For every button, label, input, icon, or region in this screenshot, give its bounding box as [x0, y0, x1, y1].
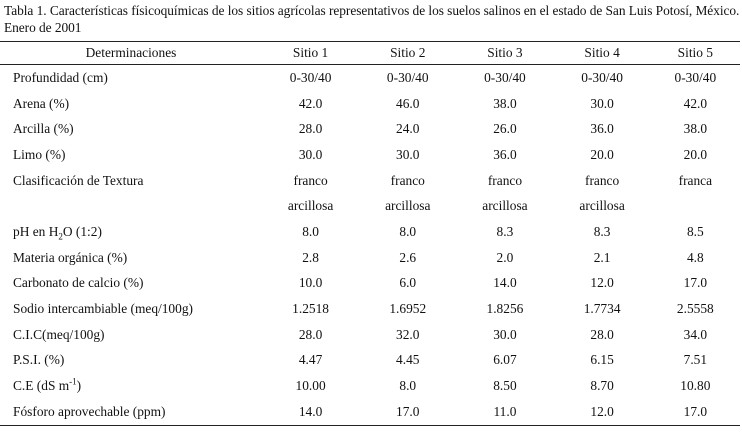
row-label: Materia orgánica (%)	[13, 249, 128, 265]
table-row	[0, 373, 740, 399]
row-label: C.I.C(meq/100g)	[13, 326, 105, 342]
table-row	[0, 193, 740, 219]
header-determinaciones: Determinaciones	[0, 42, 262, 65]
table-cell: 0-30/40	[581, 69, 623, 85]
table-cell: 46.0	[396, 95, 420, 111]
table-cell: 17.0	[359, 399, 456, 425]
row-label-subscript: 2	[58, 231, 63, 242]
table-cell: 2.6	[399, 249, 417, 265]
table-cell: arcillosa	[287, 198, 334, 214]
table-cell: 20.0	[590, 146, 614, 162]
header-sitio-3: Sitio 3	[456, 42, 553, 65]
row-label	[0, 373, 262, 399]
table-cell: 24.0	[396, 121, 420, 137]
table-cell: 38.0	[493, 95, 517, 111]
table-row	[0, 399, 740, 425]
table-row	[0, 91, 740, 117]
table-row	[0, 245, 740, 271]
table-cell: 28.0	[298, 326, 323, 342]
soil-properties-table	[0, 41, 740, 426]
table-cell: 0-30/40	[484, 69, 526, 85]
table-row	[0, 296, 740, 322]
row-label: P.S.I. (%)	[13, 352, 65, 368]
row-label-superscript: -1	[69, 376, 77, 387]
header-sitio-2: Sitio 2	[359, 42, 456, 65]
table-cell: 1.6952	[389, 301, 427, 317]
table-cell: 8.70	[590, 378, 614, 394]
table-cell: arcillosa	[385, 198, 431, 214]
row-label-text: C.E (dS m	[13, 378, 70, 394]
table-cell: 20.0	[683, 146, 708, 162]
table-row	[0, 142, 740, 168]
table-cell: 12.0	[554, 399, 651, 425]
table-cell: 2.8	[302, 249, 319, 265]
header-sitio-5: Sitio 5	[651, 42, 740, 65]
table-cell: 1.2518	[292, 301, 329, 317]
table-cell: 8.0	[302, 223, 319, 239]
table-cell: 0-30/40	[674, 69, 717, 85]
table-cell: 36.0	[493, 146, 517, 162]
row-label: Arena (%)	[13, 95, 70, 111]
row-label: Carbonato de calcio (%)	[13, 275, 144, 291]
table-cell: 36.0	[590, 121, 614, 137]
table-header-row	[0, 42, 740, 65]
table-cell: 17.0	[651, 399, 740, 425]
table-cell: 17.0	[683, 275, 708, 291]
table-caption: Tabla 1. Características físicoquímicas de los sitios agrícolas representativos de los suelos salinos en el estado de San Luis Potosí, México. Enero de 2001	[4, 3, 740, 35]
table-cell: 34.0	[683, 326, 708, 342]
table-cell: franco	[585, 172, 620, 188]
table-cell: 8.0	[399, 223, 417, 239]
header-sitio-1: Sitio 1	[262, 42, 359, 65]
header-sitio-4: Sitio 4	[554, 42, 651, 65]
table-cell: 30.0	[493, 326, 517, 342]
table-cell: arcillosa	[482, 198, 528, 214]
row-label	[0, 219, 262, 245]
table-cell: 1.8256	[486, 301, 524, 317]
table-cell: 7.51	[683, 352, 708, 368]
table-cell: 6.07	[493, 352, 517, 368]
table-cell: 30.0	[396, 146, 420, 162]
table-row	[0, 219, 740, 245]
table-row	[0, 168, 740, 194]
row-label: Sodio intercambiable (meq/100g)	[13, 301, 193, 317]
table-row	[0, 116, 740, 142]
row-label-text: O (1:2)	[62, 223, 102, 239]
table-cell: 14.0	[262, 399, 359, 425]
table-cell: franco	[293, 172, 328, 188]
table-cell: 28.0	[298, 121, 323, 137]
table-cell: 12.0	[590, 275, 614, 291]
table-cell: 42.0	[683, 95, 708, 111]
table-cell: 0-30/40	[386, 69, 429, 85]
table-cell: 1.7734	[583, 301, 621, 317]
row-label: Clasificación de Textura	[13, 172, 144, 188]
row-label: Limo (%)	[13, 146, 66, 162]
table-cell: 0-30/40	[289, 69, 332, 85]
row-label: Fósforo aprovechable (ppm)	[0, 399, 262, 425]
table-row	[0, 348, 740, 374]
row-label: Arcilla (%)	[13, 121, 74, 137]
table-cell: 4.8	[686, 249, 704, 265]
table-cell: 30.0	[590, 95, 614, 111]
table-row	[0, 65, 740, 91]
table-cell: 4.47	[298, 352, 323, 368]
table-cell: 26.0	[493, 121, 517, 137]
table-cell: franca	[678, 172, 713, 188]
table-cell: 11.0	[456, 399, 553, 425]
table-row	[0, 271, 740, 297]
table-cell: 10.80	[680, 378, 711, 394]
table-cell: 2.5558	[676, 301, 714, 317]
table-cell: 8.0	[399, 378, 417, 394]
row-label-text: )	[76, 378, 82, 394]
table-cell: 2.1	[593, 249, 611, 265]
table-row	[0, 322, 740, 348]
table-cell: 38.0	[683, 121, 708, 137]
table-cell: 8.3	[593, 223, 611, 239]
table-cell: 2.0	[496, 249, 514, 265]
table-cell: 30.0	[298, 146, 323, 162]
table-cell: 6.15	[590, 352, 614, 368]
row-label	[0, 193, 262, 219]
table-cell	[651, 193, 740, 219]
table-cell: franco	[390, 172, 425, 188]
table-cell: 10.0	[298, 275, 323, 291]
table-cell: 42.0	[298, 95, 323, 111]
table-cell: 28.0	[590, 326, 614, 342]
table-cell: arcillosa	[579, 198, 625, 214]
table-cell: 8.50	[493, 378, 517, 394]
table-cell: 6.0	[399, 275, 417, 291]
table-cell: 10.00	[295, 378, 326, 394]
row-label-text: pH en H	[13, 223, 59, 239]
row-label: Profundidad (cm)	[13, 69, 108, 85]
table-cell: 14.0	[493, 275, 517, 291]
table-cell: 8.5	[686, 223, 704, 239]
table-cell: 4.45	[396, 352, 420, 368]
table-cell: 8.3	[496, 223, 514, 239]
table-cell: franco	[487, 172, 523, 188]
table-cell: 32.0	[396, 326, 420, 342]
